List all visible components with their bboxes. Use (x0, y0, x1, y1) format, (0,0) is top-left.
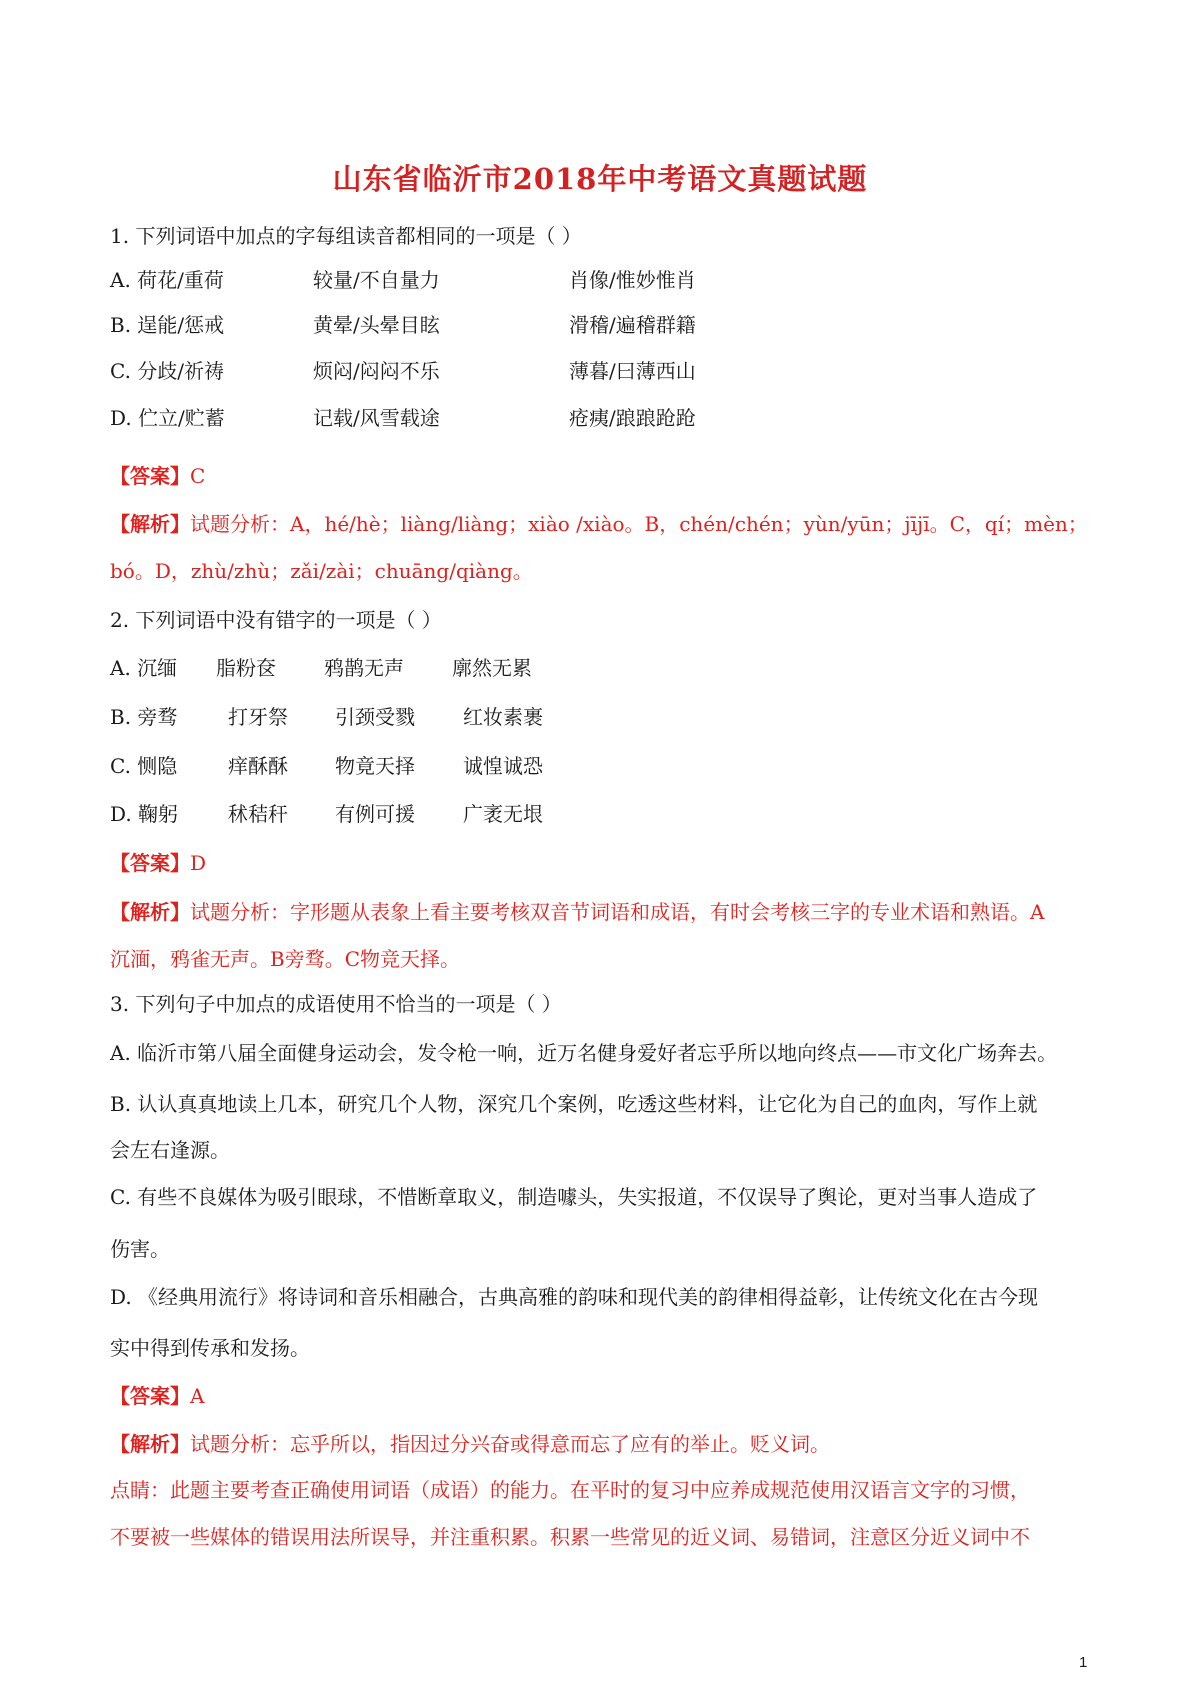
q2-d-col1: D. 鞠躬 (110, 802, 179, 826)
q2-c-col1: C. 恻隐 (110, 754, 178, 778)
q3-tip-line2: 不要被一些媒体的错误用法所误导，并注重积累。积累一些常见的近义词、易错词，注意区分近义词中不 (110, 1525, 1030, 1549)
q1-b-col1: B. 逞能/惩戒 (110, 313, 225, 337)
q1-option-d (110, 404, 1110, 434)
q2-a-col2: 脂粉奁 (216, 656, 276, 680)
q3-answer (110, 1382, 204, 1410)
q3-option-c-line2: 伤害。 (110, 1237, 170, 1261)
q1-d-col3: 疮痍/踉踉跄跄 (569, 406, 696, 430)
q2-c-col3: 物竟天择 (335, 754, 415, 778)
q1-a-col1: A. 荷花/重荷 (110, 268, 224, 292)
q2-option-a (110, 654, 1110, 684)
q1-analysis-line2: bó。D，zhù/zhù；zǎi/zài；chuāng/qiàng。 (110, 559, 533, 583)
q1-a-col3: 肖像/惟妙惟肖 (569, 268, 696, 292)
q3-option-d-line1: D. 《经典用流行》将诗词和音乐相融合，古典高雅的韵味和现代美的韵律相得益彰，让传统文化在古今现 (110, 1285, 1039, 1309)
answer-label: 【答案】 (110, 1384, 190, 1408)
q2-d-col3: 有例可援 (335, 802, 415, 826)
q1-b-col3: 滑稽/遍稽群籍 (569, 313, 696, 337)
q2-option-b (110, 703, 1110, 733)
q2-answer (110, 849, 206, 877)
q3-option-c-line1: C. 有些不良媒体为吸引眼球，不惜断章取义，制造噱头，失实报道，不仅误导了舆论，更对当事人造成了 (110, 1185, 1038, 1209)
q3-option-b-line2: 会左右逢源。 (110, 1138, 230, 1162)
analysis-text: 试题分析：A，hé/hè；liàng/liàng；xiào /xiào。B，chén/chén；yùn/yūn；jījī。C，qí；mèn； (190, 512, 1088, 536)
answer-value: C (190, 464, 206, 488)
q3-stem: 3. 下列句子中加点的成语使用不恰当的一项是（ ） (110, 992, 562, 1016)
analysis-text: 试题分析：字形题从表象上看主要考核双音节词语和成语，有时会考核三字的专业术语和熟语。A (190, 900, 1045, 924)
analysis-label: 【解析】 (110, 1432, 190, 1456)
q2-d-col2: 秫秸秆 (228, 802, 288, 826)
q2-c-col4: 诚惶诚恐 (463, 754, 543, 778)
q2-b-col4: 红妆素裹 (463, 705, 543, 729)
q2-c-col2: 痒酥酥 (228, 754, 288, 778)
q1-answer (110, 462, 205, 490)
q3-analysis-line1 (110, 1430, 830, 1458)
q2-analysis-line1 (110, 898, 1044, 926)
q3-option-d-line2: 实中得到传承和发扬。 (110, 1336, 310, 1360)
q1-option-c (110, 357, 1110, 387)
answer-value: A (190, 1384, 205, 1408)
answer-label: 【答案】 (110, 851, 190, 875)
q1-b-col2: 黄晕/头晕目眩 (313, 313, 440, 337)
page-title: 山东省临沂市2018年中考语文真题试题 (332, 162, 868, 196)
q2-b-col1: B. 旁骛 (110, 705, 178, 729)
q2-analysis-line2: 沉湎，鸦雀无声。B旁骛。C物竞天择。 (110, 947, 460, 971)
q1-stem: 1. 下列词语中加点的字每组读音都相同的一项是（ ） (110, 224, 582, 248)
analysis-label: 【解析】 (110, 900, 190, 924)
q1-option-a (110, 266, 1110, 296)
q2-option-d (110, 800, 1110, 830)
q2-option-c (110, 752, 1110, 782)
q1-analysis-line1 (110, 510, 1088, 538)
q1-d-col2: 记载/风雪载途 (313, 406, 440, 430)
answer-value: D (190, 851, 207, 875)
q1-d-col1: D. 伫立/贮蓄 (110, 406, 225, 430)
analysis-label: 【解析】 (110, 512, 190, 536)
q3-option-b-line1: B. 认认真真地读上几本，研究几个人物，深究几个案例，吃透这些材料，让它化为自己的血肉，写作上就 (110, 1092, 1038, 1116)
q2-a-col3: 鸦鹊无声 (324, 656, 404, 680)
q2-b-col2: 打牙祭 (228, 705, 288, 729)
page-number: 1 (1079, 1654, 1088, 1671)
q2-b-col3: 引颈受戮 (335, 705, 415, 729)
q1-c-col3: 薄暮/曰薄西山 (569, 359, 696, 383)
analysis-text: 试题分析：忘乎所以，指因过分兴奋或得意而忘了应有的举止。贬义词。 (190, 1432, 830, 1456)
q1-a-col2: 较量/不自量力 (313, 268, 440, 292)
q3-tip-line1: 点睛：此题主要考查正确使用词语（成语）的能力。在平时的复习中应养成规范使用汉语言文字的习惯， (110, 1478, 1030, 1502)
q2-stem: 2. 下列词语中没有错字的一项是（ ） (110, 608, 442, 632)
q2-a-col4: 廓然无累 (452, 656, 532, 680)
q2-d-col4: 广袤无垠 (463, 802, 543, 826)
q1-option-b (110, 311, 1110, 341)
q2-a-col1: A. 沉缅 (110, 656, 178, 680)
answer-label: 【答案】 (110, 464, 190, 488)
q1-c-col1: C. 分歧/祈祷 (110, 359, 225, 383)
q1-c-col2: 烦闷/闷闷不乐 (313, 359, 440, 383)
q3-option-a: A. 临沂市第八届全面健身运动会，发令枪一响，近万名健身爱好者忘乎所以地向终点——市文化广场奔去。 (110, 1041, 1058, 1065)
